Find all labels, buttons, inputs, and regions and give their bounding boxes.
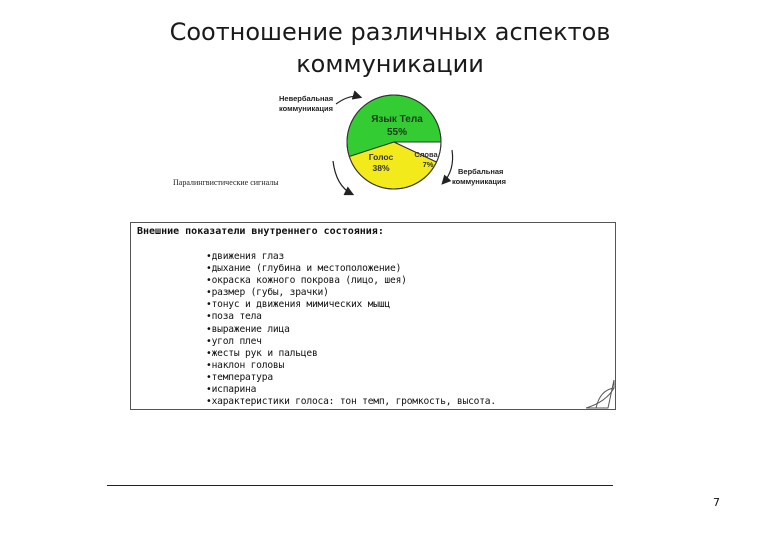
indicator-list [206, 251, 496, 408]
indicator-item: • характеристики голоса: тон темп, громкость, высота. [206, 396, 496, 408]
verbal-label-line-1: Вербальная [458, 167, 504, 176]
note-heading: Внешние показатели внутреннего состояния: [137, 226, 384, 237]
note-card [130, 222, 616, 410]
indicator-item: • жесты рук и пальцев [206, 348, 496, 360]
segment-label-voice: Голос [368, 152, 394, 162]
indicator-item: • тонус и движения мимических мышц [206, 299, 496, 311]
indicator-item: • выражение лица [206, 324, 496, 336]
segment-label-body-language: Язык Тела [371, 114, 423, 125]
segment-label-words: Слова [414, 150, 438, 159]
slide-title-line-2: коммуникации [296, 50, 484, 78]
indicator-item: • угол плеч [206, 336, 496, 348]
indicator-item: • движения глаз [206, 251, 496, 263]
nonverbal-label-line-2: коммуникация [279, 104, 333, 113]
verbal-label-line-2: коммуникация [452, 177, 506, 186]
segment-percent-body-language: 55% [386, 127, 408, 138]
indicator-item: • размер (губы, зрачки) [206, 287, 496, 299]
nonverbal-arrow [336, 96, 360, 104]
pie-chart [347, 95, 441, 189]
footer-divider [107, 485, 613, 486]
page-number: 7 [713, 496, 720, 509]
paralinguistic-label: Паралингвистические сигналы [173, 178, 279, 187]
segment-percent-voice: 38% [372, 163, 390, 173]
communication-pie-diagram [0, 0, 780, 220]
indicator-item: • испарина [206, 384, 496, 396]
nonverbal-label-line-1: Невербальная [279, 94, 334, 103]
indicator-item: • наклон головы [206, 360, 496, 372]
segment-percent-words: 7% [422, 160, 434, 169]
indicator-item: • температура [206, 372, 496, 384]
indicator-item: • поза тела [206, 311, 496, 323]
indicator-item: • дыхание (глубина и местоположение) [206, 263, 496, 275]
slide-title-line-1: Соотношение различных аспектов [169, 18, 611, 46]
page-fold-corner [586, 380, 616, 410]
indicator-item: • окраска кожного покрова (лицо, шея) [206, 275, 496, 287]
paralinguistic-arrow [333, 161, 352, 194]
